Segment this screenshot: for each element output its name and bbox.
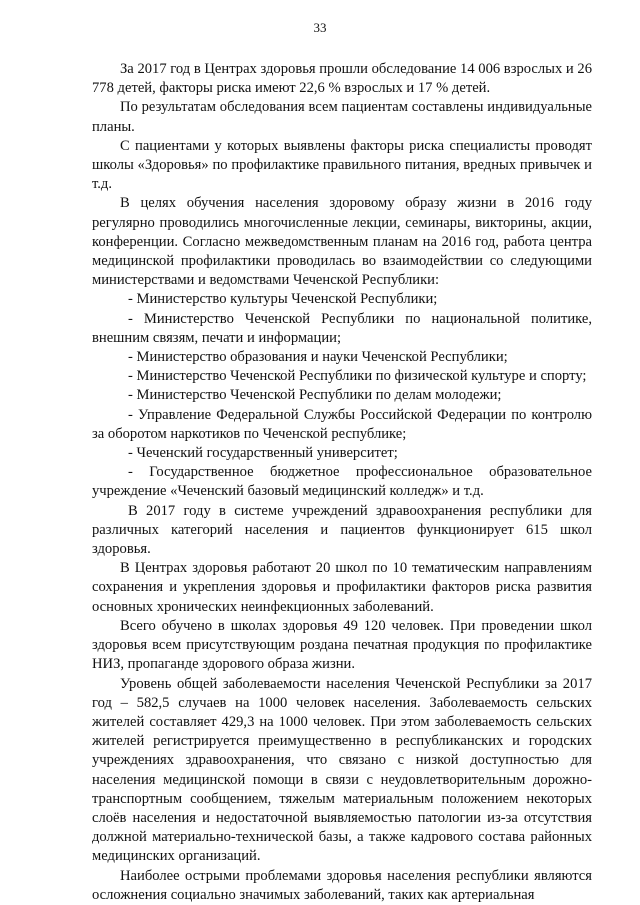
list-item: - Министерство культуры Чеченской Республики;: [128, 291, 438, 308]
list-item: - Министерство образования и науки Чеченской Республики;: [128, 349, 508, 366]
page-number: 33: [313, 20, 327, 35]
paragraph: За 2017 год в Центрах здоровья прошли обследование 14 006 взрослых и 26 778 детей, факторы риска имеют 22,6 % взрослых и 17 % детей.: [92, 61, 592, 97]
list-item: - Министерство Чеченской Республики по делам молодежи;: [128, 387, 502, 404]
page-body: [92, 60, 592, 905]
paragraph: С пациентами у которых выявлены факторы риска специалисты проводят школы «Здоровья» по профилактике правильного питания, вредных привычек и т.д.: [92, 137, 592, 193]
paragraph: В целях обучения населения здоровому образу жизни в 2016 году регулярно проводились многочисленные лекции, семинары, викторины, акции, конференции. Согласно межведомственным планам на 2016 год, работа центра медицинской профилактики проводилась во взаимодействии со следующими министерствами и ведомствами Чеченской Республики:: [92, 195, 592, 289]
paragraph: В 2017 году в системе учреждений здравоохранения республики для различных категорий населения и пациентов функционирует 615 школ здоровья.: [92, 502, 592, 558]
list-item: - Министерство Чеченской Республики по физической культуре и спорту;: [128, 368, 587, 385]
list-item: - Управление Федеральной Службы Российской Федерации по контролю за оборотом наркотиков по Чеченской республике;: [92, 406, 592, 442]
paragraph: По результатам обследования всем пациентам составлены индивидуальные планы.: [92, 99, 592, 135]
list-item: - Государственное бюджетное профессиональное образовательное учреждение «Чеченский базовый медицинский колледж» и т.д.: [92, 464, 592, 500]
list-item: - Чеченский государственный университет;: [128, 445, 398, 462]
paragraph: В Центрах здоровья работают 20 школ по 10 тематическим направлениям сохранения и укрепления здоровья и профилактики факторов риска развития основных хронических неинфекционных заболеваний.: [92, 560, 592, 615]
list-item: - Министерство Чеченской Республики по национальной политике, внешним связям, печати и информации;: [92, 310, 592, 346]
paragraph: Уровень общей заболеваемости населения Чеченской Республики за 2017 год – 582,5 случаев на 1000 человек населения. Заболеваемость сельских жителей составляет 429,3 на 1000 человек. При этом заболеваемость сельских жителей регистрируется преимущественно в республиканских и городских учреждениях здравоохранения, что связано с низкой доступностью для населения медицинской помощи в связи с неудовлетворительным дорожно-транспортным сообщением, тяжелым материальным положением некоторых слоёв населения и недостаточной выявляемостью патологии из-за отсутствия должной материально-технической базы, а также кадрового состава районных медицинских организаций.: [92, 675, 592, 865]
paragraph: Всего обучено в школах здоровья 49 120 человек. При проведении школ здоровья всем присутствующим роздана печатная продукция по профилактике НИЗ, пропаганде здорового образа жизни.: [92, 617, 592, 673]
paragraph: Наиболее острыми проблемами здоровья населения республики являются осложнения социально значимых заболеваний, таких как артериальная: [92, 867, 592, 903]
